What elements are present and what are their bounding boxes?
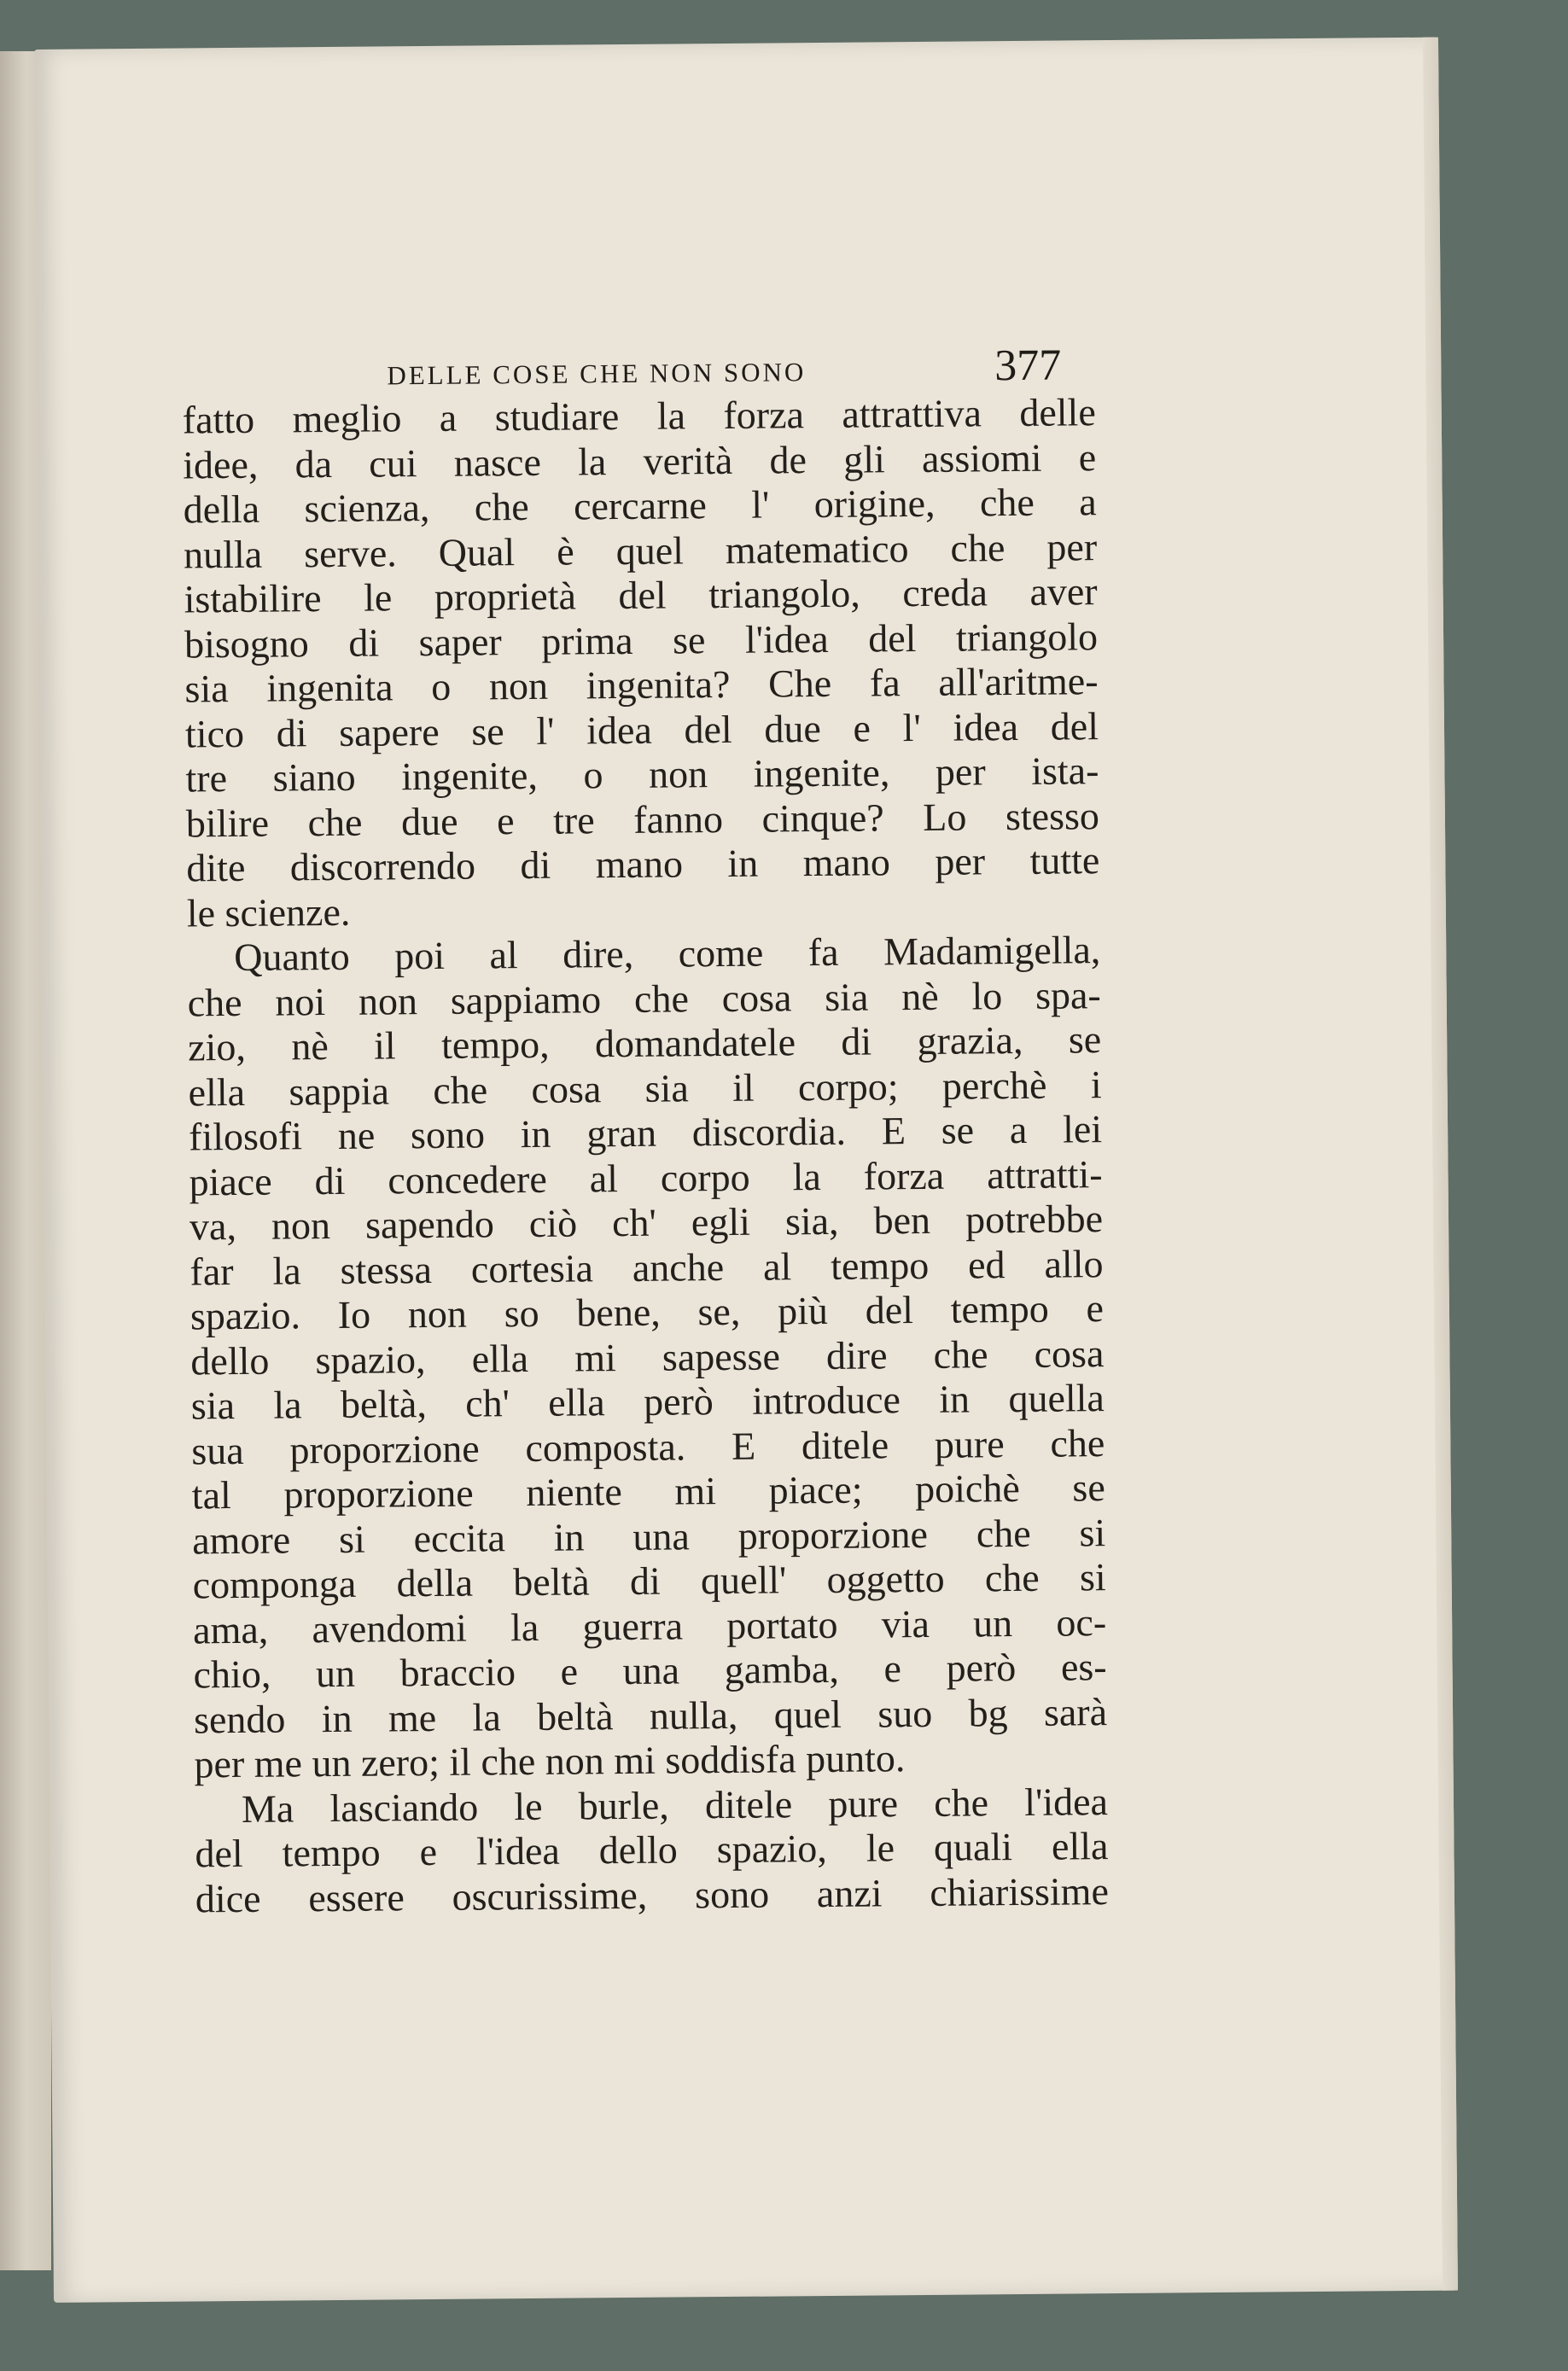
book-page [34, 38, 1458, 2303]
text-line: piace di concedere al corpo la forza attratti- [189, 1151, 1103, 1203]
paragraph-1 [183, 390, 1100, 935]
paragraph-2 [187, 928, 1108, 1787]
text-line: che noi non sappiamo che cosa sia nè lo spa- [187, 972, 1101, 1024]
paragraph-3 [195, 1780, 1109, 1922]
text-line: chio, un braccio e una gamba, e però es- [193, 1645, 1107, 1697]
text-line: bisogno di saper prima se l'idea del triangolo [184, 614, 1099, 666]
text-line: ama, avendomi la guerra portato via un oc- [192, 1599, 1107, 1652]
text-line: della scienza, che cercarne l' origine, che a [183, 480, 1097, 532]
page-number: 377 [994, 341, 1062, 391]
text-line: ella sappia che cosa sia il corpo; perchè i [188, 1062, 1102, 1114]
text-line: del tempo e l'idea dello spazio, le quali ella [195, 1824, 1109, 1876]
text-line: sendo in me la beltà nulla, quel suo bg sarà [193, 1689, 1108, 1741]
text-line: spazio. Io non so bene, se, più del tempo e [189, 1286, 1105, 1338]
text-line: far la stessa cortesia anche al tempo ed allo [189, 1241, 1104, 1293]
text-line: sia ingenita o non ingenita? Che fa all'aritme- [184, 659, 1099, 711]
text-line: Ma lasciando le burle, ditele pure che l'idea [241, 1779, 1109, 1831]
page-fore-edge [1423, 38, 1458, 2291]
text-line: amore si eccita in una proporzione che si [192, 1510, 1106, 1562]
text-line: tal proporzione niente mi piace; poichè se [191, 1465, 1105, 1518]
text-line: dice essere oscurissime, sono anzi chiarissime [195, 1868, 1110, 1920]
page-header [353, 331, 1062, 397]
text-line: Quanto poi al dire, come fa Madamigella, [234, 928, 1101, 979]
text-line: bilire che due e tre fanno cinque? Lo stesso [185, 793, 1100, 845]
body-text [183, 390, 1110, 1921]
text-line: per me un zero; il che non mi soddisfa punto. [194, 1736, 906, 1786]
text-line: idee, da cui nasce la verità de gli assiomi e [183, 434, 1097, 486]
text-line: dello spazio, ella mi sapesse dire che cosa [190, 1331, 1105, 1383]
text-line: filosofi ne sono in gran discordia. E se a lei [188, 1107, 1103, 1159]
text-line: dite discorrendo di mano in mano per tutte [186, 838, 1100, 890]
text-line: tico di sapere se l' idea del due e l' idea del [184, 703, 1099, 755]
text-line: fatto meglio a studiare la forza attrattiva delle [182, 390, 1096, 442]
text-line: componga della beltà di quell' oggetto che si [192, 1555, 1106, 1607]
text-line: le scienze. [186, 889, 351, 935]
running-head: DELLE COSE CHE NON SONO [387, 357, 807, 391]
text-line: sua proporzione composta. E ditele pure che [191, 1420, 1105, 1472]
text-line: nulla serve. Qual è quel matematico che per [183, 524, 1098, 576]
text-line: sia la beltà, ch' ella però introduce in quella [190, 1376, 1105, 1428]
text-line: va, non sapendo ciò ch' egli sia, ben potrebbe [189, 1197, 1104, 1249]
text-line: istabilire le proprietà del triangolo, creda aver [184, 569, 1098, 621]
text-line: tre siano ingenite, o non ingenite, per ista- [185, 749, 1099, 801]
text-line: zio, nè il tempo, domandatele di grazia, se [187, 1017, 1102, 1069]
